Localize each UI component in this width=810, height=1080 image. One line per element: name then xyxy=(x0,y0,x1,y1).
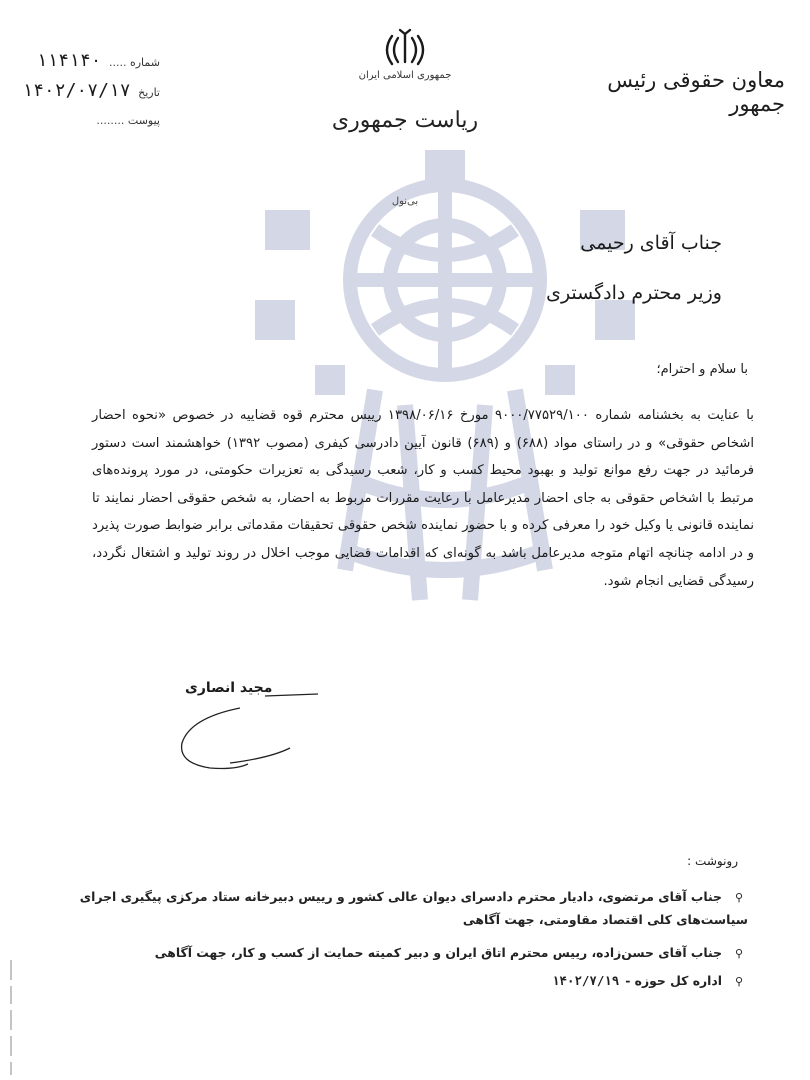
cc-label: رونوشت : xyxy=(687,854,738,868)
salutation: با سلام و احترام؛ xyxy=(656,362,748,377)
cc-item xyxy=(68,942,748,965)
country-name: جمهوری اسلامی ایران xyxy=(358,70,452,81)
date-value: ۱۴۰۲/۰۷/۱۷ xyxy=(22,80,131,101)
attachment-label: پیوست xyxy=(127,114,160,127)
iran-emblem-icon xyxy=(378,28,432,68)
classification-mark: بی‌نول xyxy=(391,196,419,207)
presidency-title: ریاست جمهوری xyxy=(331,108,479,133)
letter-number-row: شماره ..... ۱۱۴۱۴۰ xyxy=(36,50,160,71)
attachment-value: ........ xyxy=(96,114,125,127)
cc-item xyxy=(68,886,748,931)
addressee-name: جناب آقای رحیمی xyxy=(580,232,722,254)
signature-mark xyxy=(170,688,320,773)
cc-text: جناب آقای مرتضوی، دادیار محترم دادسرای دیوان عالی کشور و رییس دبیرخانه ستاد مرکزی پیگیری اجرای سیاست‌های کلی اقتصاد مقاومتی، جهت آگاهی xyxy=(79,889,748,927)
number-label: شماره xyxy=(129,56,160,69)
letter-body: با عنایت به بخشنامه شماره ۹۰۰۰/۷۷۵۲۹/۱۰۰ مورخ ۱۳۹۸/۰۶/۱۶ رییس محترم قوه قضاییه در خصوص «نحوه احضار اشخاص حقوقی» و در راستای مواد (۶۸۸) و (۶۸۹) قانون آیین دادرسی کیفری (مصوب ۱۳۹۲) خواهشمند است دستور فرمائید در جهت رفع موانع تولید و بهبود محیط کسب و کار، شعب رسیدگی به تعزیرات حکومتی، در مورد پرونده‌های مرتبط با اشخاص حقوقی به جای احضار مدیرعامل با رعایت مقررات مربوط به احضار، به شخص حقوقی احضار نمایند تا نماینده قانونی یا وکیل خود را معرفی کرده و با حضور نماینده شخص حقوقی تحقیقات مقدماتی برابر ضوابط صورت پذیرد و در ادامه چنانچه اتهام متوجه مدیرعامل باشد به گونه‌ای که اقدامات قضایی موجب اخلال در روند تولید و اشتغال نگردد، رسیدگی قضایی انجام شود. xyxy=(92,408,754,589)
addressee-title: وزیر محترم دادگستری xyxy=(546,282,722,304)
cc-item xyxy=(68,970,748,993)
cc-date: ۱۴۰۲/۷/۱۹ xyxy=(552,973,620,988)
cc-bullet-icon: ⚲ xyxy=(734,891,744,904)
signer-name: مجید انصاری xyxy=(185,680,273,696)
vice-presidency-title: معاون حقوقی رئیس جمهور xyxy=(607,68,785,116)
cc-bullet-icon: ⚲ xyxy=(734,947,744,960)
cc-text: اداره کل حوزه - xyxy=(625,973,722,988)
attachment-row xyxy=(96,114,160,127)
date-label: تاریخ xyxy=(138,86,160,99)
cc-text: جناب آقای حسن‌زاده، رییس محترم اتاق ایران و دبیر کمیته حمایت از کسب و کار، جهت آگاهی xyxy=(154,945,722,960)
number-value: ۱۱۴۱۴۰ xyxy=(36,50,102,71)
cc-bullet-icon: ⚲ xyxy=(734,975,744,988)
margin-print-strip xyxy=(6,960,16,1075)
letter-date-row xyxy=(22,80,160,101)
